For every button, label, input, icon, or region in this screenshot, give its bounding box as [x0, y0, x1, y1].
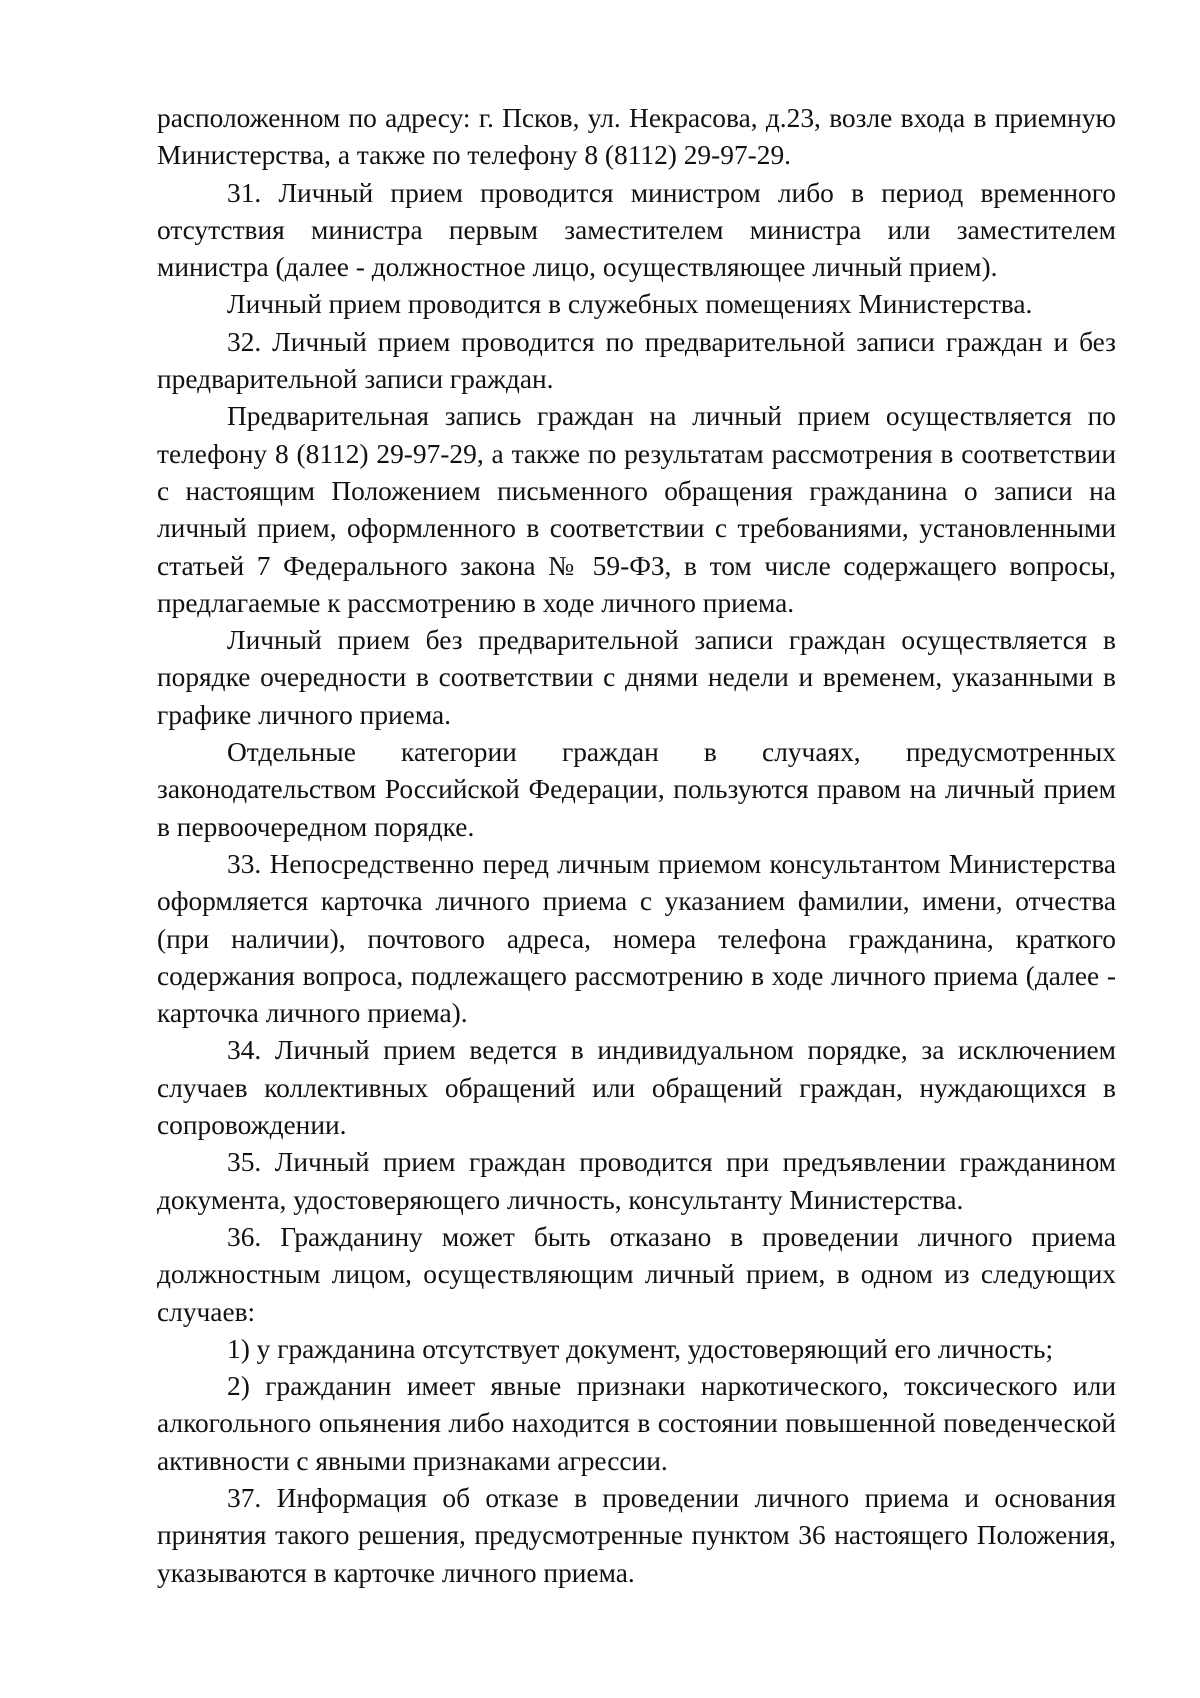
document-body: [157, 100, 1116, 1592]
paragraph-35: 35. Личный прием граждан проводится при предъявлении гражданином документа, удостоверяющего личность, консультанту Министерства.: [157, 1147, 1116, 1215]
paragraph-32: 32. Личный прием проводится по предварительной записи граждан и без предварительной записи граждан.: [157, 326, 1116, 395]
paragraph-31: 31. Личный прием проводится министром либо в период временного отсутствия министра первым заместителем министра или заместителем министра (далее - должностное лицо, осуществляющее личный прием).: [157, 177, 1116, 283]
paragraph-37: 37. Информация об отказе в проведении личного приема и основания принятия такого решения, предусмотренные пунктом 36 настоящего Положения, указываются в карточке личного приема.: [157, 1482, 1116, 1588]
paragraph-36-item-1: 1) у гражданина отсутствует документ, удостоверяющий его личность;: [227, 1333, 1054, 1364]
paragraph-32-priority-categories: Отдельные категории граждан в случаях, предусмотренных законодательством Российской Федерации, пользуются правом на личный прием в первоочередном порядке.: [157, 737, 1116, 842]
paragraph-36: 36. Гражданину может быть отказано в проведении личного приема должностным лицом, осуществляющим личный прием, в одном из следующих случаев:: [157, 1221, 1116, 1327]
paragraph-36-item-2: 2) гражданин имеет явные признаки наркотического, токсического или алкогольного опьянения либо находится в состоянии повышенной поведенческой активности с явными признаками агрессии.: [157, 1371, 1116, 1476]
paragraph-31-premises: Личный прием проводится в служебных помещениях Министерства.: [227, 289, 1033, 320]
paragraph-33: 33. Непосредственно перед личным приемом консультантом Министерства оформляется карточка личного приема с указанием фамилии, имени, отчества (при наличии), почтового адреса, номера телефона гражданина, краткого содержания вопроса, подлежащего рассмотрению в ходе личного приема (далее - карточка личного приема).: [157, 848, 1116, 1029]
paragraph-32-without-registration: Личный прием без предварительной записи граждан осуществляется в порядке очередности в соответствии с днями недели и временем, указанными в графике личного приема.: [157, 625, 1116, 730]
paragraph-address-continuation: расположенном по адресу: г. Псков, ул. Некрасова, д.23, возле входа в приемную Министерства, а также по телефону 8 (8112) 29-97-29.: [157, 103, 1116, 171]
paragraph-34: 34. Личный прием ведется в индивидуальном порядке, за исключением случаев коллективных обращений или обращений граждан, нуждающихся в сопровождении.: [157, 1035, 1116, 1141]
paragraph-32-preregistration: Предварительная запись граждан на личный прием осуществляется по телефону 8 (8112) 29-97-29, а также по результатам рассмотрения в соответствии с настоящим Положением письменного обращения гражданина о записи на личный прием, оформленного в соответствии с требованиями, установленными статьей 7 Федерального закона № 59-ФЗ, в том числе содержащего вопросы, предлагаемые к рассмотрению в ходе личного приема.: [157, 401, 1116, 618]
